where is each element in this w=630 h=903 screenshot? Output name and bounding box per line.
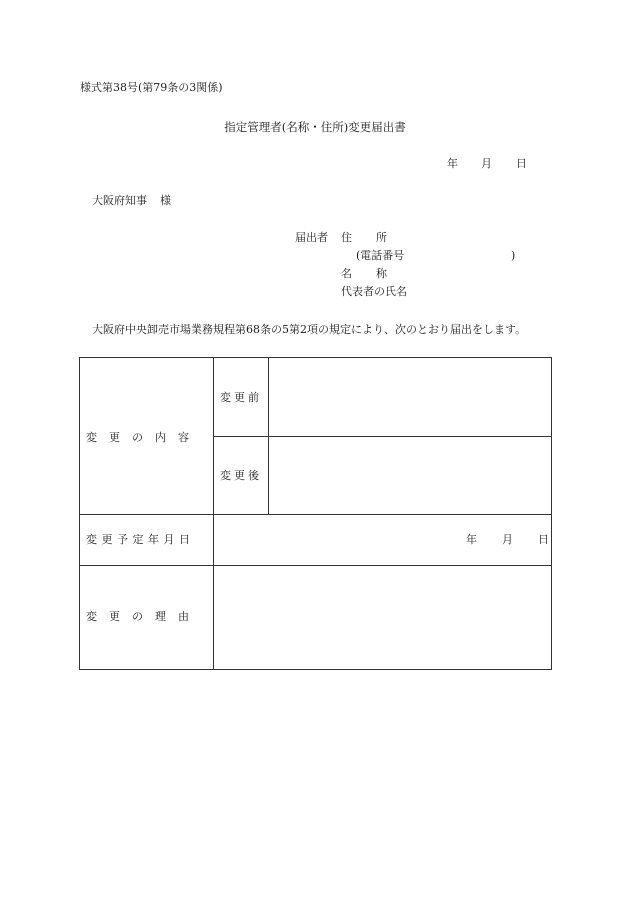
scheduled-date-day: 日 [538,533,549,546]
scheduled-date-label: 変更予定年月日 [86,533,195,546]
date-year: 年 [447,157,458,170]
statement: 大阪府中央卸売市場業務規程第68条の5第2項の規定により、次のとおり届出をします。 [92,323,527,336]
recipient-name: 大阪府知事 [92,194,147,207]
phone-close: ) [511,249,516,262]
before-label: 変更前 [220,391,262,404]
reason-label: 変更の理由 [86,610,201,623]
address-label-b: 所 [376,231,387,244]
before-value-field[interactable] [269,358,551,436]
date-day: 日 [516,157,527,170]
scheduled-date-year: 年 [466,533,477,546]
change-table [79,357,552,670]
name-label-b: 称 [376,267,387,280]
after-value-field[interactable] [269,437,551,514]
notifier-label: 届出者 [295,231,328,244]
address-label-a: 住 [341,231,352,244]
scheduled-date-field[interactable] [214,515,551,565]
form-number: 様式第38号(第79条の3関係) [80,81,223,94]
representative-label: 代表者の氏名 [341,285,407,298]
name-label-a: 名 [341,267,352,280]
change-content-label: 変更の内容 [86,431,201,444]
after-label: 変更後 [220,469,262,482]
scheduled-date-month: 月 [502,533,513,546]
phone-open: (電話番号 [356,249,405,262]
reason-field[interactable] [214,566,551,669]
document-title: 指定管理者(名称・住所)変更届出書 [224,120,406,134]
recipient-honorific: 様 [160,194,171,207]
date-month: 月 [481,157,492,170]
